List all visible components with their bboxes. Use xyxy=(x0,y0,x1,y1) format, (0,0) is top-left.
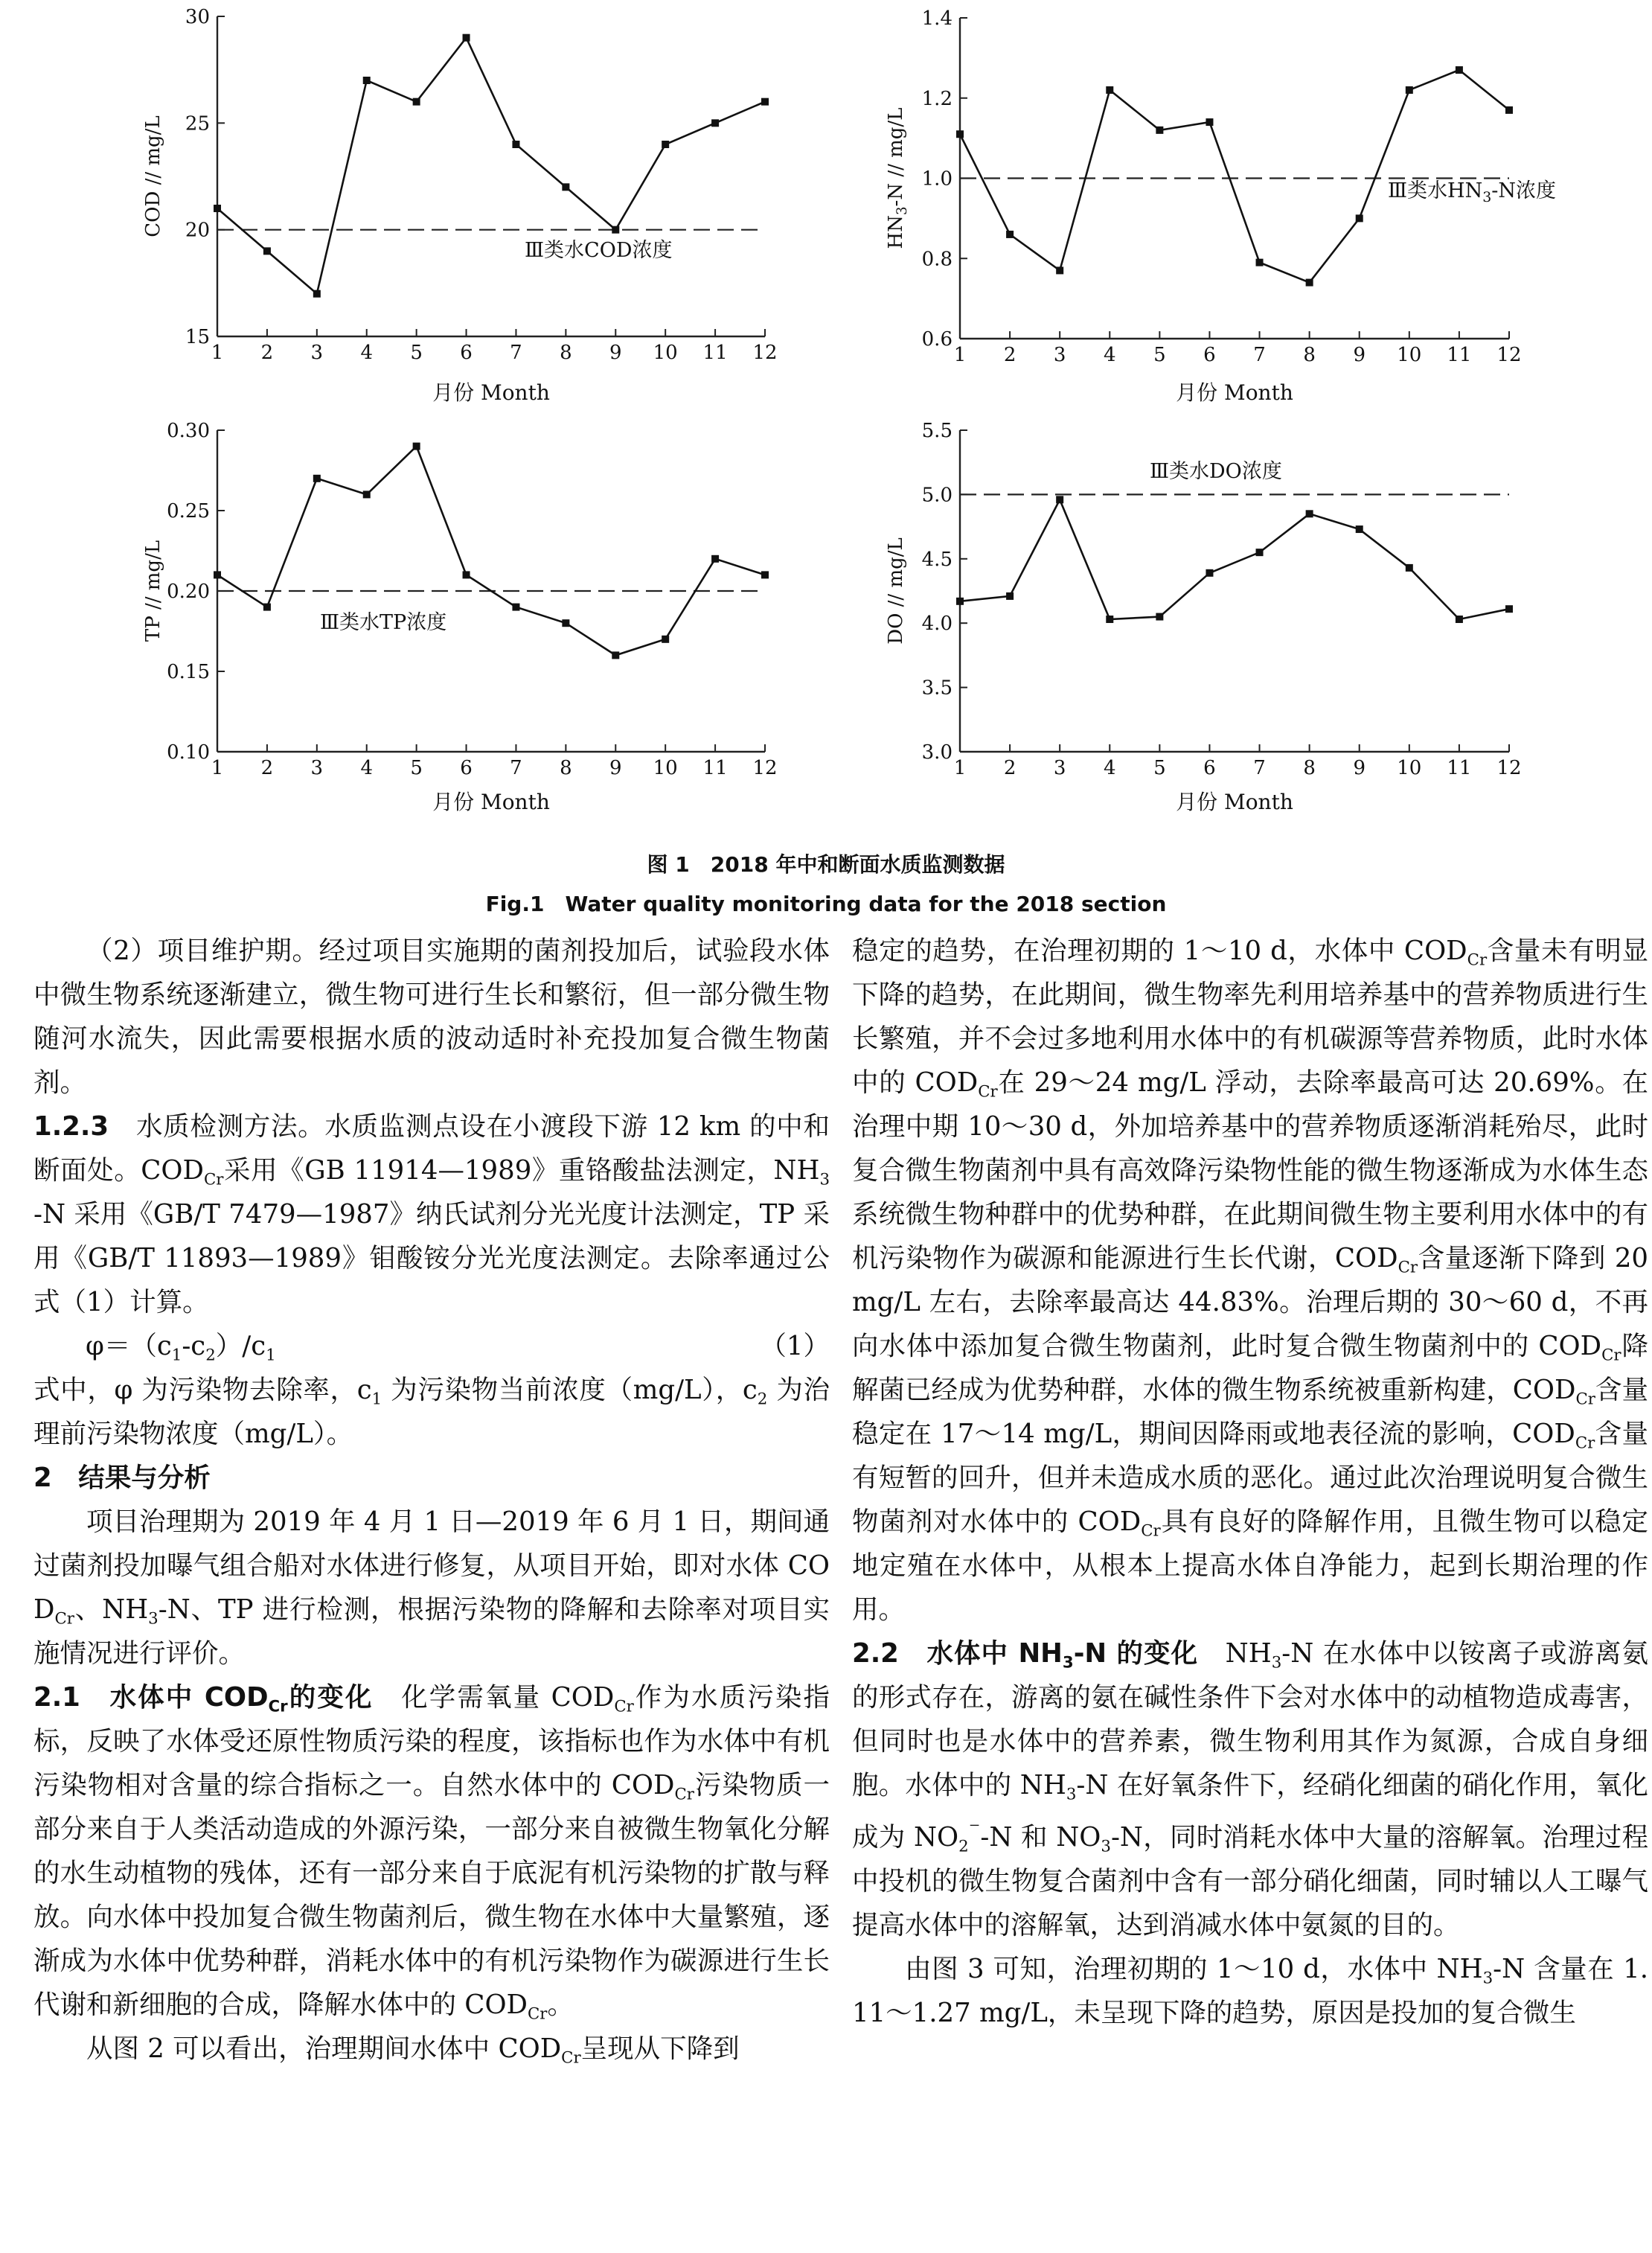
data-point xyxy=(1256,549,1264,556)
data-point xyxy=(1006,231,1014,238)
data-point xyxy=(463,34,470,42)
data-point xyxy=(1206,569,1213,577)
x-tick-label: 3 xyxy=(310,342,324,364)
y-tick-label: 1.2 xyxy=(921,87,953,110)
data-point xyxy=(956,598,964,605)
data-point xyxy=(662,141,669,148)
series-line xyxy=(960,70,1509,283)
y-axis-title: DO // mg/L xyxy=(885,537,907,645)
x-tick-label: 4 xyxy=(1103,757,1116,779)
x-tick-label: 11 xyxy=(1447,757,1472,779)
chart-do xyxy=(826,417,1652,841)
paragraph-project-period: 项目治理期为 2019 年 4 月 1 日—2019 年 6 月 1 日，期间通过菌剂投加曝气组合船对水体进行修复，从项目开始，即对水体 $COD_{Cr}$、$NH_3-N$、TP 进行检测，根据污染物的降解和去除率对项目实施情况进行评价。 xyxy=(33,1506,830,1669)
y-tick-label: 20 xyxy=(185,219,210,242)
x-tick-label: 2 xyxy=(260,342,274,364)
paragraph-maintenance: （2）项目维护期。经过项目实施期的菌剂投加后，试验段水体中微生物系统逐渐建立，微生物可进行生长和繁衍，但一部分微生物随河水流失，因此需要根据水质的波动适时补充投加复合微生物菌剂。 xyxy=(33,936,830,1098)
data-point xyxy=(263,247,271,255)
series-line xyxy=(960,499,1509,619)
reference-label: Ⅲ类水COD浓度 xyxy=(525,239,673,262)
x-tick-label: 1 xyxy=(211,342,224,364)
data-point xyxy=(612,651,619,659)
x-tick-label: 5 xyxy=(1153,757,1166,779)
data-point xyxy=(214,571,221,578)
y-tick-label: 3.0 xyxy=(921,741,953,764)
y-tick-label: 25 xyxy=(185,112,210,135)
paragraph-cod-trend: 稳定的趋势，在治理初期的 1～10 d，水体中 $COD_{Cr}$含量未有明显下降的趋势，在此期间，微生物率先利用培养基中的营养物质进行生长繁殖，并不会过多地利用水体中的有机碳源等营养物质，此时水体中的 $COD_{Cr}$在 29～24 mg/L 浮动，去除率最高可达 20.69%。在治理中期 10～30 d，外加培养基中的营养物质逐渐消耗殆尽，此时复合微生物菌剂中具有高效降污染物性能的微生物逐渐成为水体生态系统微生物种群中的优势种群，在此期间微生物主要利用水体中的有机污染物作为碳源和能源进行生长代谢，$COD_{Cr}$含量逐渐下降到 20 mg/L 左右，去除率最高达 44.83%。治理后期的 30～60 d，不再向水体中添加复合微生物菌剂，此时复合微生物菌剂中的 $COD_{Cr}$降解菌已经成为优势种群，水体的微生物系统被重新构建，$COD_{Cr}$含量稳定在 17～14 mg/L，期间因降雨或地表径流的影响，$COD_{Cr}$含量有短暂的回升，但并未造成水质的恶化。通过此次治理说明复合微生物菌剂对水体中的 $COD_{Cr}$具有良好的降解作用，且微生物可以稳定地定殖在水体中，从根本上提高水体自净能力，起到长期治理的作用。 xyxy=(852,936,1648,1625)
data-point xyxy=(711,119,719,127)
x-tick-label: 7 xyxy=(1253,757,1266,779)
data-point xyxy=(512,141,519,148)
series-line xyxy=(217,447,765,656)
data-point xyxy=(1106,86,1113,94)
x-tick-label: 2 xyxy=(1003,757,1017,779)
equation-text: $\varphi=(c_1-c_2)/c_1$ xyxy=(86,1331,276,1365)
y-axis-title: COD // mg/L xyxy=(142,115,164,237)
data-point xyxy=(1406,86,1413,94)
x-tick-label: 9 xyxy=(1353,344,1366,366)
y-axis-title: TP // mg/L xyxy=(142,540,164,642)
data-point xyxy=(1306,510,1313,517)
x-tick-label: 12 xyxy=(1496,344,1522,366)
x-tick-label: 3 xyxy=(1053,344,1066,366)
y-tick-label: 5.5 xyxy=(921,420,953,442)
data-point xyxy=(1306,279,1313,287)
y-tick-label: 0.10 xyxy=(167,741,210,764)
paragraph-equation-explanation: 式中，φ 为污染物去除率，$c_1$ 为污染物当前浓度（mg/L），$c_2$ 为治理前污染物浓度（mg/L）。 xyxy=(33,1375,830,1449)
x-tick-label: 9 xyxy=(609,757,622,779)
equation-1 xyxy=(33,1324,830,1368)
data-point xyxy=(1456,66,1463,74)
x-axis-title: 月份 Month xyxy=(432,790,550,814)
section-heading-2-1: 2.1 水体中 $COD_{Cr}$的变化 xyxy=(33,1682,374,1716)
x-tick-label: 6 xyxy=(1203,757,1216,779)
y-tick-label: 0.15 xyxy=(167,661,210,683)
x-tick-label: 11 xyxy=(702,757,728,779)
section-heading-2-2: 2.2 水体中 $NH_3-N$ 的变化 xyxy=(852,1638,1199,1672)
y-axis-title: $HN_3-N // mg/L$ xyxy=(885,107,910,249)
paragraph-figure3-intro: 由图 3 可知，治理初期的 1～10 d，水体中 $NH_3-N$ 含量在 1.11～1.27 mg/L，未呈现下降的趋势，原因是投加的复合微生 xyxy=(852,1953,1649,2028)
x-tick-label: 6 xyxy=(460,757,473,779)
x-tick-label: 10 xyxy=(653,757,678,779)
data-point xyxy=(761,571,769,578)
data-point xyxy=(1156,127,1163,134)
x-tick-label: 7 xyxy=(510,757,522,779)
x-axis-title: 月份 Month xyxy=(1176,790,1293,814)
x-tick-label: 11 xyxy=(1447,344,1472,366)
x-axis-title: 月份 Month xyxy=(432,380,550,405)
data-point xyxy=(1505,605,1513,613)
data-point xyxy=(562,619,569,627)
x-tick-label: 5 xyxy=(410,757,423,779)
data-point xyxy=(413,443,420,450)
x-tick-label: 8 xyxy=(1303,344,1316,366)
data-point xyxy=(1206,118,1213,126)
data-point xyxy=(363,77,371,84)
x-tick-label: 4 xyxy=(360,757,374,779)
x-tick-label: 1 xyxy=(953,757,967,779)
left-column xyxy=(33,929,830,2071)
x-tick-label: 3 xyxy=(310,757,324,779)
x-tick-label: 4 xyxy=(360,342,374,364)
x-tick-label: 3 xyxy=(1053,757,1066,779)
data-point xyxy=(512,604,519,611)
x-tick-label: 9 xyxy=(609,342,622,364)
reference-label: Ⅲ类水TP浓度 xyxy=(320,611,447,634)
data-point xyxy=(214,205,221,212)
y-tick-label: 4.0 xyxy=(921,613,953,636)
data-point xyxy=(313,475,321,482)
data-point xyxy=(463,571,470,578)
data-point xyxy=(662,636,669,643)
y-tick-label: 0.8 xyxy=(921,248,953,271)
data-point xyxy=(761,98,769,106)
x-tick-label: 12 xyxy=(752,757,778,779)
section-heading-2: 2 结果与分析 xyxy=(33,1463,211,1493)
x-tick-label: 6 xyxy=(460,342,473,364)
data-point xyxy=(1156,613,1163,621)
y-tick-label: 4.5 xyxy=(921,548,953,571)
paragraph-cod-change: 2.1 水体中 $COD_{Cr}$的变化 化学需氧量 $COD_{Cr}$作为水质污染指标，反映了水体受还原性物质污染的程度，该指标也作为水体中有机污染物相对含量的综合指标之一。自然水体中的 $COD_{Cr}$污染物质一部分来自于人类活动造成的外源污染，一部分来自被微生物氧化分解的水生动植物的残体，还有一部分来自于底泥有机污染物的扩散与释放。向水体中投加复合微生物菌剂后，微生物在水体中大量繁殖，逐渐成为水体中优势种群，消耗水体中的有机污染物作为碳源进行生长代谢和新细胞的合成，降解水体中的 $COD_{Cr}$。 xyxy=(33,1682,830,2024)
right-column xyxy=(852,929,1648,2035)
x-tick-label: 1 xyxy=(953,344,967,366)
data-point xyxy=(1056,266,1063,274)
x-tick-label: 8 xyxy=(560,757,572,779)
paragraph-figure2-intro: 从图 2 可以看出，治理期间水体中 $COD_{Cr}$呈现从下降到 xyxy=(86,2033,740,2068)
paragraph-water-quality-method: 1.2.3 水质检测方法。水质监测点设在小渡段下游 12 km 的中和断面处。$COD_{Cr}$采用《GB 11914—1989》重铬酸盐法测定，$NH_3-N$ 采用《GB/T 7479—1987》纳氏试剂分光光度计法测定，TP 采用《GB/T 11893—1989》钼酸铵分光光度法测定。去除率通过公式（1）计算。 xyxy=(33,1111,830,1317)
x-tick-label: 8 xyxy=(1303,757,1316,779)
data-point xyxy=(1356,525,1363,533)
data-point xyxy=(1256,259,1264,266)
chart-cod xyxy=(0,0,826,417)
paragraph-nh3n-change: 2.2 水体中 $NH_3-N$ 的变化 $NH_3-N$ 在水体中以铵离子或游离氨的形式存在，游离的氨在碱性条件下会对水体中的动植物造成毒害，但同时也是水体中的营养素，微生物利用其作为氮源，合成自身细胞。水体中的 $NH_3-N$ 在好氧条件下，经硝化细菌的硝化作用，氧化成为 $NO_2^{^-}-N$ 和 $NO_3-N$，同时消耗水体中大量的溶解氧。治理过程中投机的微生物复合菌剂中含有一部分硝化细菌，同时辅以人工曝气提高水体中的溶解氧，达到消减水体中氨氮的目的。 xyxy=(852,1638,1649,1940)
data-point xyxy=(562,183,569,191)
y-tick-label: 0.25 xyxy=(167,500,210,522)
x-tick-label: 7 xyxy=(1253,344,1266,366)
chart-nh3n xyxy=(826,0,1652,417)
x-tick-label: 12 xyxy=(1496,757,1522,779)
x-tick-label: 10 xyxy=(1397,344,1422,366)
y-tick-label: 1.4 xyxy=(921,7,953,30)
x-tick-label: 9 xyxy=(1353,757,1366,779)
figure-caption-en: Fig.1 Water quality monitoring data for the 2018 section xyxy=(485,892,1167,916)
x-tick-label: 8 xyxy=(560,342,572,364)
data-point xyxy=(1056,496,1063,503)
x-tick-label: 7 xyxy=(510,342,522,364)
data-point xyxy=(313,290,321,298)
chart-tp xyxy=(0,417,826,841)
reference-label: Ⅲ类水$HN_3-N$浓度 xyxy=(1388,179,1556,205)
data-point xyxy=(1106,616,1113,623)
series-line xyxy=(217,38,765,294)
x-tick-label: 12 xyxy=(752,342,778,364)
y-tick-label: 3.5 xyxy=(921,677,953,700)
y-tick-label: 5.0 xyxy=(921,484,953,507)
x-tick-label: 2 xyxy=(1003,344,1017,366)
x-tick-label: 4 xyxy=(1103,344,1116,366)
data-point xyxy=(1456,616,1463,623)
x-axis-title: 月份 Month xyxy=(1176,380,1293,405)
data-point xyxy=(1356,214,1363,222)
data-point xyxy=(263,604,271,611)
x-tick-label: 2 xyxy=(260,757,274,779)
data-point xyxy=(1505,106,1513,114)
x-tick-label: 10 xyxy=(653,342,678,364)
y-tick-label: 0.20 xyxy=(167,581,210,603)
data-point xyxy=(612,226,619,234)
data-point xyxy=(1006,592,1014,600)
x-tick-label: 1 xyxy=(211,757,224,779)
x-tick-label: 6 xyxy=(1203,344,1216,366)
x-tick-label: 10 xyxy=(1397,757,1422,779)
data-point xyxy=(956,130,964,138)
data-point xyxy=(363,490,371,498)
reference-label: Ⅲ类水DO浓度 xyxy=(1150,460,1282,483)
data-point xyxy=(711,555,719,563)
y-tick-label: 0.30 xyxy=(167,420,210,442)
y-tick-label: 1.0 xyxy=(921,167,953,191)
data-point xyxy=(1406,564,1413,572)
data-point xyxy=(413,98,420,106)
x-tick-label: 11 xyxy=(702,342,728,364)
y-tick-label: 0.6 xyxy=(921,328,953,351)
section-number-1-2-3: 1.2.3 xyxy=(33,1111,109,1142)
y-tick-label: 15 xyxy=(185,326,210,348)
x-tick-label: 5 xyxy=(1153,344,1166,366)
x-tick-label: 5 xyxy=(410,342,423,364)
figure-caption-cn: 图 1 2018 年中和断面水质监测数据 xyxy=(647,852,1005,877)
equation-number: （1） xyxy=(760,1331,830,1361)
y-tick-label: 30 xyxy=(185,6,210,28)
